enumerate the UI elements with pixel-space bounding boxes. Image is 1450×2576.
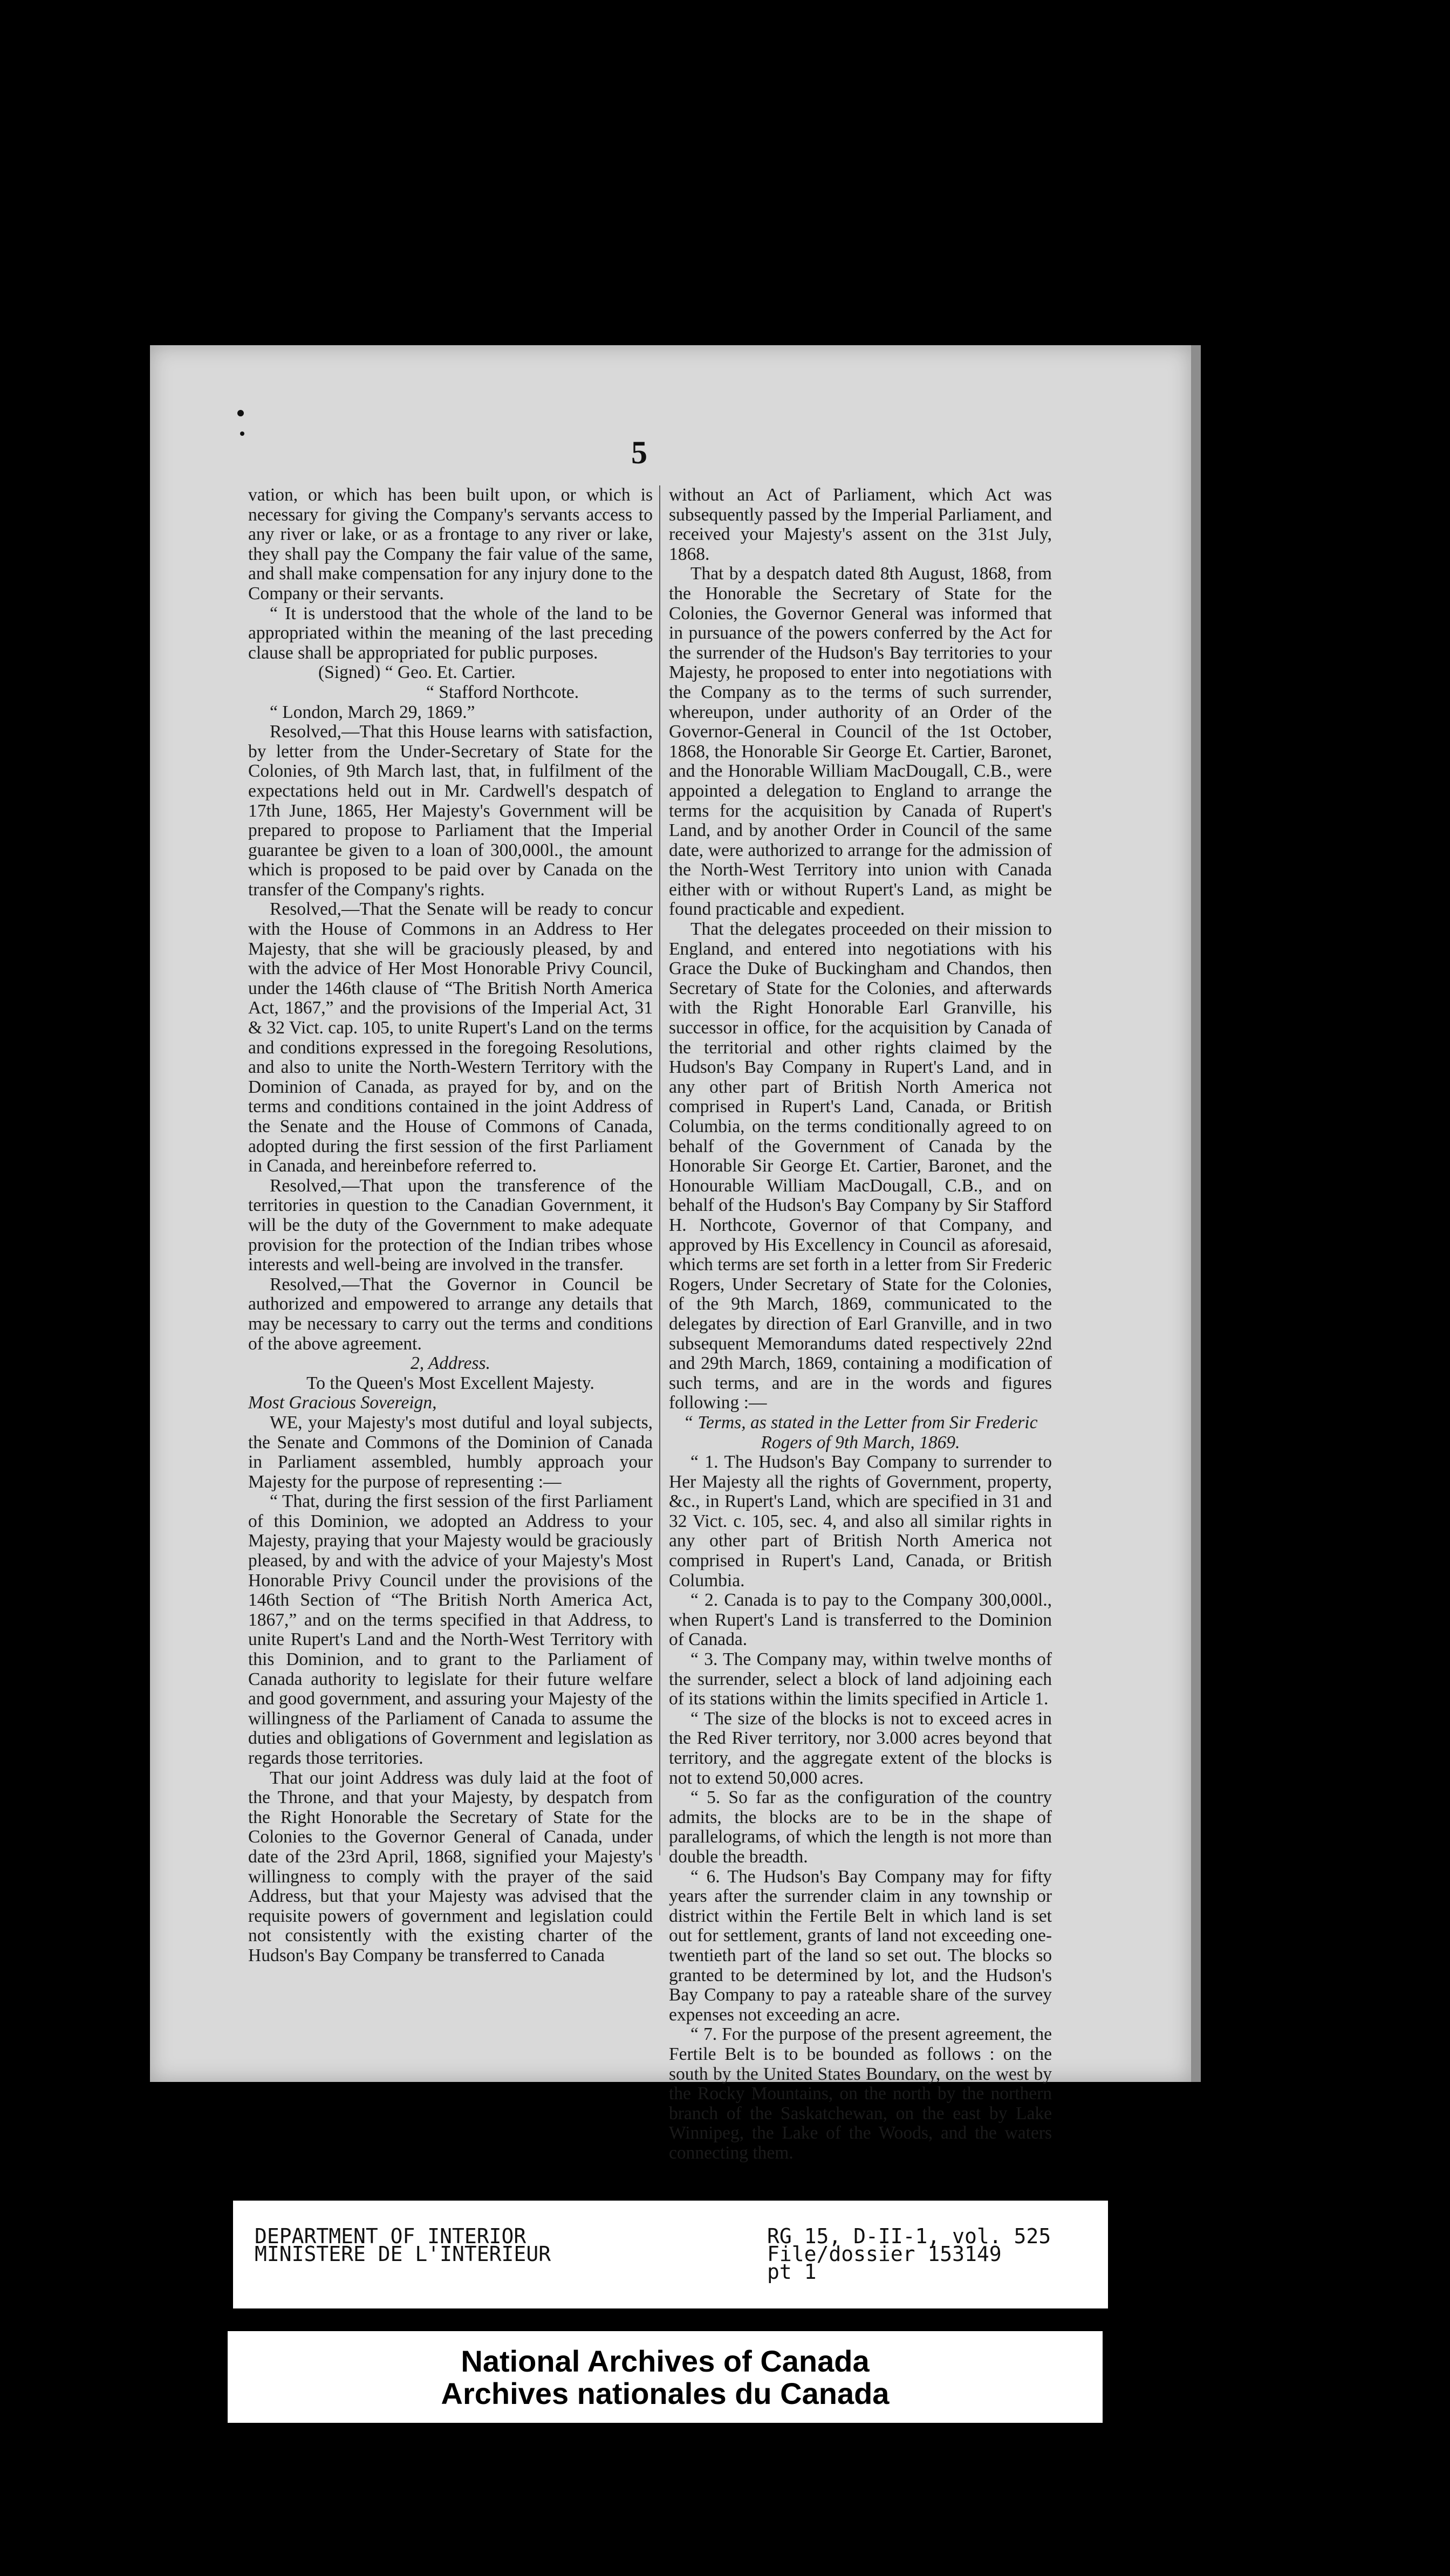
- right-column: [669, 485, 1052, 2163]
- paragraph: Resolved,—That the Senate will be ready to concur with the House of Commons in an Address to Her Majesty, that she will be graciously pleased, by and with the advice of Her Most Honorable Privy Council, under the 146th clause of “The British North America Act, 1867,” and the provisions of the Imperial Act, 31 & 32 Vict. cap. 105, to unite Rupert's Land on the terms and conditions expressed in the foregoing Resolutions, and also to unite the North-Western Territory with the Dominion of Canada, as prayed for by, and on the terms and conditions contained in the joint Address of the Senate and the House of Commons of Canada, adopted during the first session of the first Parliament in Canada, and hereinbefore referred to.: [248, 899, 653, 1176]
- scan-mark: [237, 410, 244, 416]
- department-name-en: DEPARTMENT OF INTERIOR: [255, 2224, 526, 2248]
- paragraph: “ 5. So far as the configuration of the country admits, the blocks are to be in the shape of parallelograms, of which the length is not more than double the breadth.: [669, 1787, 1052, 1867]
- paragraph: “ 3. The Company may, within twelve months of the surrender, select a block of land adjoining each of its stations within the limits specified in Article 1.: [669, 1649, 1052, 1709]
- paragraph: That our joint Address was duly laid at the foot of the Throne, and that your Majesty, by despatch from the Right Honorable the Secretary of State for the Colonies to the Governor General of Canada, under date of the 23rd April, 1868, signified your Majesty's willingness to comply with the prayer of the said Address, but that your Majesty was advised that the requisite powers of government and legislation could not consistently with the existing charter of the Hudson's Bay Company be transferred to Canada: [248, 1767, 653, 1965]
- paragraph: “ Terms, as stated in the Letter from Sir Frederic Rogers of 9th March, 1869.: [683, 1412, 1038, 1453]
- archives-name-en: National Archives of Canada: [461, 2344, 870, 2378]
- paragraph: “ 2. Canada is to pay to the Company 300,000l., when Rupert's Land is transferred to the Dominion of Canada.: [669, 1590, 1052, 1650]
- paragraph: That the delegates proceeded on their mission to England, and entered into negotiations with his Grace the Duke of Buckingham and Chandos, then Secretary of State for the Colonies, and afterwards with the Right Honorable Earl Granville, his successor in office, for the acquisition by Canada of the territorial and other rights claimed by the Hudson's Bay Company in Rupert's Land, and in any other part of British North America not comprised in Rupert's Land, Canada, or British Columbia, on the terms conditionally agreed to on behalf of the Government of Canada by the Honorable Sir George Et. Cartier, Baronet, and the Honourable William MacDougall, C.B., and on behalf of the Hudson's Bay Company by Sir Stafford H. Northcote, Governor of that Company, and approved by His Excellency in Council as aforesaid, which terms are set forth in a letter from Sir Frederic Rogers, Under Secretary of State for the Colonies, of the 9th March, 1869, communicated to the delegates by direction of Earl Granville, and in two subsequent Memorandums dated respectively 22nd and 29th March, 1869, containing a modification of such terms, and are in the words and figures following :—: [669, 919, 1052, 1413]
- scan-mark: [240, 431, 244, 436]
- archive-reference-label: [233, 2201, 1108, 2308]
- paragraph: (Signed) “ Geo. Et. Cartier.: [318, 662, 516, 683]
- archives-banner: [228, 2331, 1103, 2423]
- department-name-fr: MINISTERE DE L'INTERIEUR: [255, 2242, 551, 2266]
- paragraph: Resolved,—That this House learns with satisfaction, by letter from the Under-Secretary of State for the Colonies, of 9th March last, that, in fulfilment of the expectations held out in Mr. Cardwell's despatch of 17th June, 1865, Her Majesty's Government will be prepared to propose to Parliament that the Imperial guarantee be given to a loan of 300,000l., the amount which is proposed to be paid over by Canada on the transfer of the Company's rights.: [248, 722, 653, 900]
- paragraph: “ London, March 29, 1869.”: [270, 702, 475, 722]
- paragraph: Resolved,—That upon the transference of the territories in question to the Canadian Government, it will be the duty of the Government to make adequate provision for the protection of the Indian tribes whose interests and well-being are involved in the transfer.: [248, 1175, 653, 1275]
- paragraph: without an Act of Parliament, which Act was subsequently passed by the Imperial Parliament, and received your Majesty's assent on the 31st July, 1868.: [669, 485, 1052, 564]
- paragraph: vation, or which has been built upon, or which is necessary for giving the Company's servants access to any river or lake, or as a frontage to any river or lake, they shall pay the Company the fair value of the same, and shall make compensation for any injury done to the Company or their servants.: [248, 485, 653, 604]
- paragraph: “ 6. The Hudson's Bay Company may for fifty years after the surrender claim in any township or district within the Fertile Belt in which land is set out for settlement, grants of land not exceeding one-twentieth part of the land so set out. The blocks so granted to be determined by lot, and the Hudson's Bay Company to pay a rateable share of the survey expenses not exceeding an acre.: [669, 1866, 1052, 2025]
- paragraph: “ 7. For the purpose of the present agreement, the Fertile Belt is to be bounded as follows : on the south by the United States Boundary, on the west by the Rocky Mountains, on the north by the northern branch of the Saskatchewan, on the east by Lake Winnipeg, the Lake of the Woods, and the waters connecting them.: [669, 2024, 1052, 2163]
- paragraph: Resolved,—That the Governor in Council be authorized and empowered to arrange any details that may be necessary to carry out the terms and conditions of the above agreement.: [248, 1274, 653, 1354]
- left-column: [248, 485, 653, 1966]
- paragraph: To the Queen's Most Excellent Majesty.: [306, 1373, 594, 1393]
- page-number: 5: [631, 435, 647, 470]
- archives-name-fr: Archives nationales du Canada: [441, 2376, 890, 2410]
- file-dossier-reference: File/dossier 153149: [767, 2242, 1002, 2266]
- paragraph: 2, Address.: [411, 1353, 490, 1374]
- part-reference: pt 1: [767, 2260, 817, 2284]
- paragraph: “ The size of the blocks is not to exceed acres in the Red River territory, nor 3.000 acres beyond that territory, and the aggregate extent of the blocks is not to extend 50,000 acres.: [669, 1708, 1052, 1788]
- paragraph: WE, your Majesty's most dutiful and loyal subjects, the Senate and Commons of the Dominion of Canada in Parliament assembled, humbly approach your Majesty for the purpose of representing :—: [248, 1412, 653, 1492]
- paragraph: “ 1. The Hudson's Bay Company to surrender to Her Majesty all the rights of Government, property, &c., in Rupert's Land, which are specified in 31 and 32 Vict. c. 105, sec. 4, and also all similar rights in any other part of British North America not comprised in Rupert's Land, Canada, or British Columbia.: [669, 1452, 1052, 1591]
- paragraph: That by a despatch dated 8th August, 1868, from the Honorable the Secretary of State for the Colonies, the Governor General was informed that in pursuance of the powers conferred by the Act for the surrender of the Hudson's Bay territories to your Majesty, he proposed to enter into negotiations with the Company as to the terms of such surrender, whereupon, under authority of an Order of the Governor-General in Council of the 1st October, 1868, the Honorable Sir George Et. Cartier, Baronet, and the Honorable William MacDougall, C.B., were appointed a delegation to England to arrange the terms for the acquisition by Canada of Rupert's Land, and by another Order in Council of the same date, were authorized to arrange for the admission of the North-West Territory into union with Canada either with or without Rupert's Land, as might be found practicable and expedient.: [669, 564, 1052, 920]
- paragraph: “ It is understood that the whole of the land to be appropriated within the meaning of the last preceding clause shall be appropriated for public purposes.: [248, 603, 653, 663]
- record-group-reference: RG 15, D-II-1, vol. 525: [767, 2224, 1051, 2248]
- column-divider: [659, 485, 660, 1855]
- paragraph: “ That, during the first session of the first Parliament of this Dominion, we adopted an Address to your Majesty, praying that your Majesty would be graciously pleased, by and with the advice of your Majesty's Most Honorable Privy Council under the provisions of the 146th Section of “The British North America Act, 1867,” and on the terms specified in that Address, to unite Rupert's Land and the North-West Territory with this Dominion, and to grant to the Parliament of Canada authority to legislate for their future welfare and good government, and assuring your Majesty of the willingness of the Parliament of Canada to assume the duties and obligations of Government and legislation as regards those territories.: [248, 1491, 653, 1768]
- paragraph: Most Gracious Sovereign,: [248, 1393, 437, 1413]
- paragraph: “ Stafford Northcote.: [426, 682, 579, 702]
